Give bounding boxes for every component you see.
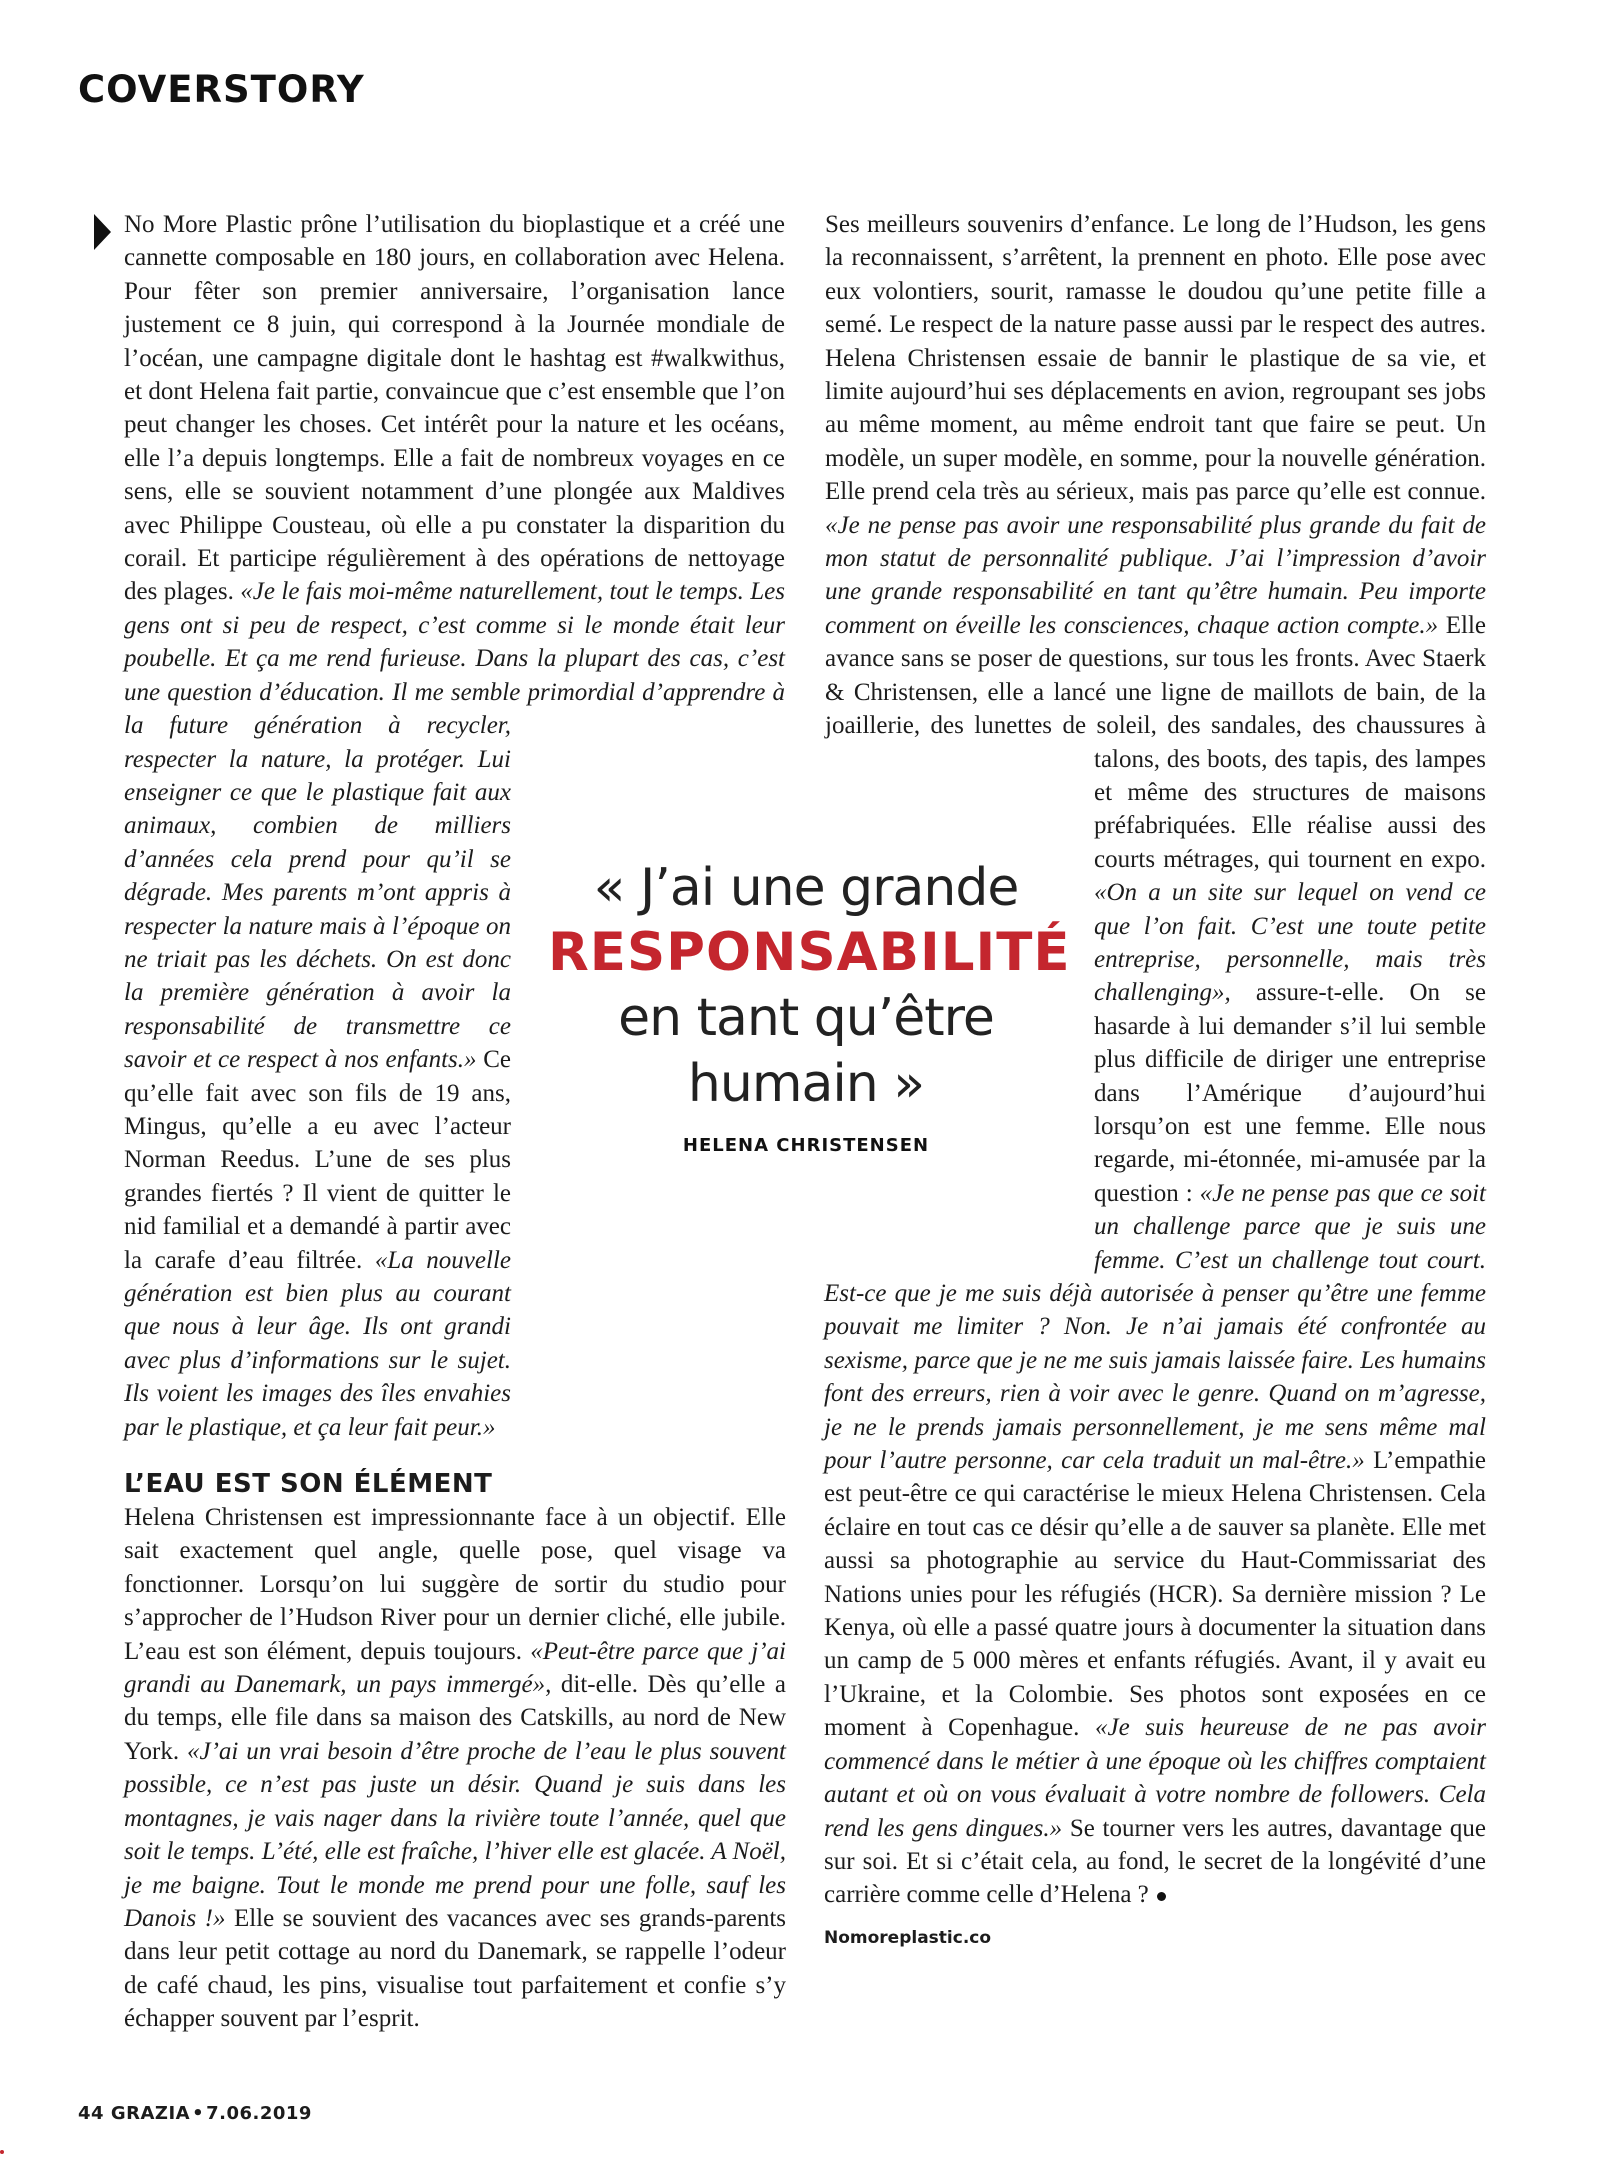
magazine-name: GRAZIA [110, 2103, 191, 2124]
left-paragraph-1: No More Plastic prône l’utilisation du bioplastique et a créé une cannette composable en 180 jours, en collaboration avec Helena. Pour fêter son premier anniversaire, l’organisation lance justement ce 8 juin, qui correspond à la Journée mondiale de l’océan, une campagne digitale dont le hashtag est #walkwithus, et dont Helena fait partie, convaincue que c’est ensemble que l’on peut changer les choses. Cet intérêt pour la nature et les océans, elle l’a depuis longtemps. Elle a fait de nombreux voyages en ce sens, elle se souvient notamment d’une plongée aux Maldives avec Philippe Cousteau, où elle a pu constater la disparition du corail. Et participe régulièrement à des opérations de nettoyage des plages. «Je le fais moi-même naturellement, tout le temps. Les gens ont si peu de respect, c’est comme si le monde était leur poubelle. Et ça me rend furieuse. Dans la plupart des cas, c’est une question d’éducation. Il me semble primordial d’apprendre à la future génération à recycler, respecter la nature, la protéger. Lui enseigner ce que le plastique fait aux animaux, combien de milliers d’années cela prend pour qu’il se dégrade. Mes parents m’ont appris à respecter la nature mais à l’époque on ne triait pas les déchets. On est donc la première génération à avoir la responsabilité de transmettre ce savoir et ce respect à nos enfants.» Ce qu’elle fait avec son fils de 19 ans, Mingus, qu’elle a eu avec l’acteur Norman Reedus. L’une de ses plus grandes fiertés ? Il vient de quitter le nid familial et a demandé à partir avec la carafe d’eau filtrée. «La nouvelle génération est bien plus au courant que nous à leur âge. Ils ont grandi avec plus d’informations sur le sujet. Ils voient les images des îles envahies par le plastique, et ça leur fait peur.» [124, 211, 785, 1441]
page-edge-mark [0, 2150, 4, 2154]
pull-quote-line-1: « J’ai une grande [593, 858, 1019, 918]
section-label: COVERSTORY [78, 68, 365, 111]
left-paragraph-2: Helena Christensen est impressionnante face à un objectif. Elle sait exactement quel angle, quelle pose, quel visage va fonctionner. Lorsqu’on lui suggère de sortir du studio pour s’approcher de l’Hudson River pour un dernier cliché, elle jubile. L’eau est son élément, depuis toujours. «Peut-être parce que j’ai grandi au Danemark, un pays immergé», dit-elle. Dès qu’elle a du temps, elle file dans sa maison des Catskills, au nord de New York. «J’ai un vrai besoin d’être proche de l’eau le plus souvent possible, ce n’est pas juste un désir. Quand je suis dans les montagnes, je vais nager dans la rivière toute l’année, quel que soit le temps. L’été, elle est fraîche, l’hiver elle est glacée. A Noël, je me baigne. Tout le monde me prend pour une folle, sauf les Danois !» Elle se souvient des vacances avec ses grands-parents dans leur petit cottage au nord du Danemark, se rappelle l’odeur de café chaud, les pins, visualise tout parfaitement et confie s’y échapper souvent par l’esprit. [124, 1504, 787, 2033]
issue-date: 7.06.2019 [206, 2103, 312, 2124]
article-start-marker-icon [94, 214, 111, 250]
end-bullet-icon [1157, 1892, 1166, 1901]
pull-quote [548, 855, 1071, 1156]
source-link: Nomoreplastic.co [824, 1927, 992, 1948]
subheading: L’EAU EST SON ÉLÉMENT [124, 1469, 493, 1500]
page-footer [78, 2103, 312, 2124]
right-paragraph: Ses meilleurs souvenirs d’enfance. Le long de l’Hudson, les gens la reconnaissent, s’arrêtent, la prennent en photo. Elle pose avec eux volontiers, sourit, ramasse le doudou qu’une petite fille a semé. Le respect de la nature passe aussi par le respect des autres. Helena Christensen essaie de bannir le plastique de sa vie, et limite aujourd’hui ses déplacements en avion, regroupant ses jobs au même moment, au même endroit tant que faire se peut. Un modèle, un super modèle, en somme, pour la nouvelle génération. Elle prend cela très au sérieux, mais pas parce qu’elle est connue. «Je ne pense pas avoir une responsabilité plus grande du fait de mon statut de personnalité publique. J’ai l’impression d’avoir une grande responsabilité en tant qu’être humain. Peu importe comment on éveille les consciences, chaque action compte.» Elle avance sans se poser de questions, sur tous les fronts. Avec Staerk & Christensen, elle a lancé une ligne de maillots de bain, de la joaillerie, des lunettes de soleil, des sandales, des chaussures à talons, des boots, des tapis, des lampes et même des structures de maisons préfabriquées. Elle réalise aussi des courts métrages, qui tournent en expo. «On a un site sur lequel on vend ce que l’on fait. C’est une toute petite entreprise, personnelle, mais très challenging», assure-t-elle. On se hasarde à lui demander s’il lui semble plus difficile de diriger une entreprise dans l’Amérique d’aujourd’hui lorsqu’on est une femme. Elle nous regarde, mi-étonnée, mi-amusée par la question : «Je ne pense pas que ce soit un challenge parce que je suis une femme. C’est un challenge tout court. Est-ce que je me suis déjà autorisée à penser qu’être une femme pouvait me limiter ? Non. Je n’ai jamais été confrontée au sexisme, parce que je ne me suis jamais laissée faire. Les humains font des erreurs, rien à voir avec le genre. Quand on m’agresse, je ne le prends jamais personnellement, je me sens même mal pour l’autre personne, car cela traduit un mal-être.» L’empathie est peut-être ce qui caractérise le mieux Helena Christensen. Cela éclaire en tout cas ce désir qu’elle a de sauver sa planète. Elle met aussi sa photographie au service du Haut-Commissariat des Nations unies pour les réfugiés (HCR). Sa dernière mission ? Le Kenya, où elle a passé quatre jours à documenter la situation dans un camp de 5 000 mères et enfants réfugiés. Avant, il y avait eu l’Ukraine, et la Colombie. Ses photos sont exposées en ce moment à Copenhague. «Je suis heureuse de ne pas avoir commencé dans le métier à une époque où les chiffres comptaient autant et où on vous évaluait à votre nombre de followers. Cela rend les gens dingues.» Se tourner vers les autres, davantage que sur soi. Et si c’était cela, au fond, le secret de la longévité d’une carrière comme celle d’Helena ? [824, 211, 1487, 1909]
pull-quote-line-3: humain » [687, 1054, 925, 1114]
pull-quote-line-2: en tant qu’être [618, 988, 994, 1048]
pull-quote-accent: RESPONSABILITÉ [548, 922, 1071, 983]
page-number: 44 [78, 2103, 105, 2124]
footer-separator: • [192, 2103, 205, 2124]
pull-quote-author: HELENA CHRISTENSEN [682, 1135, 930, 1156]
